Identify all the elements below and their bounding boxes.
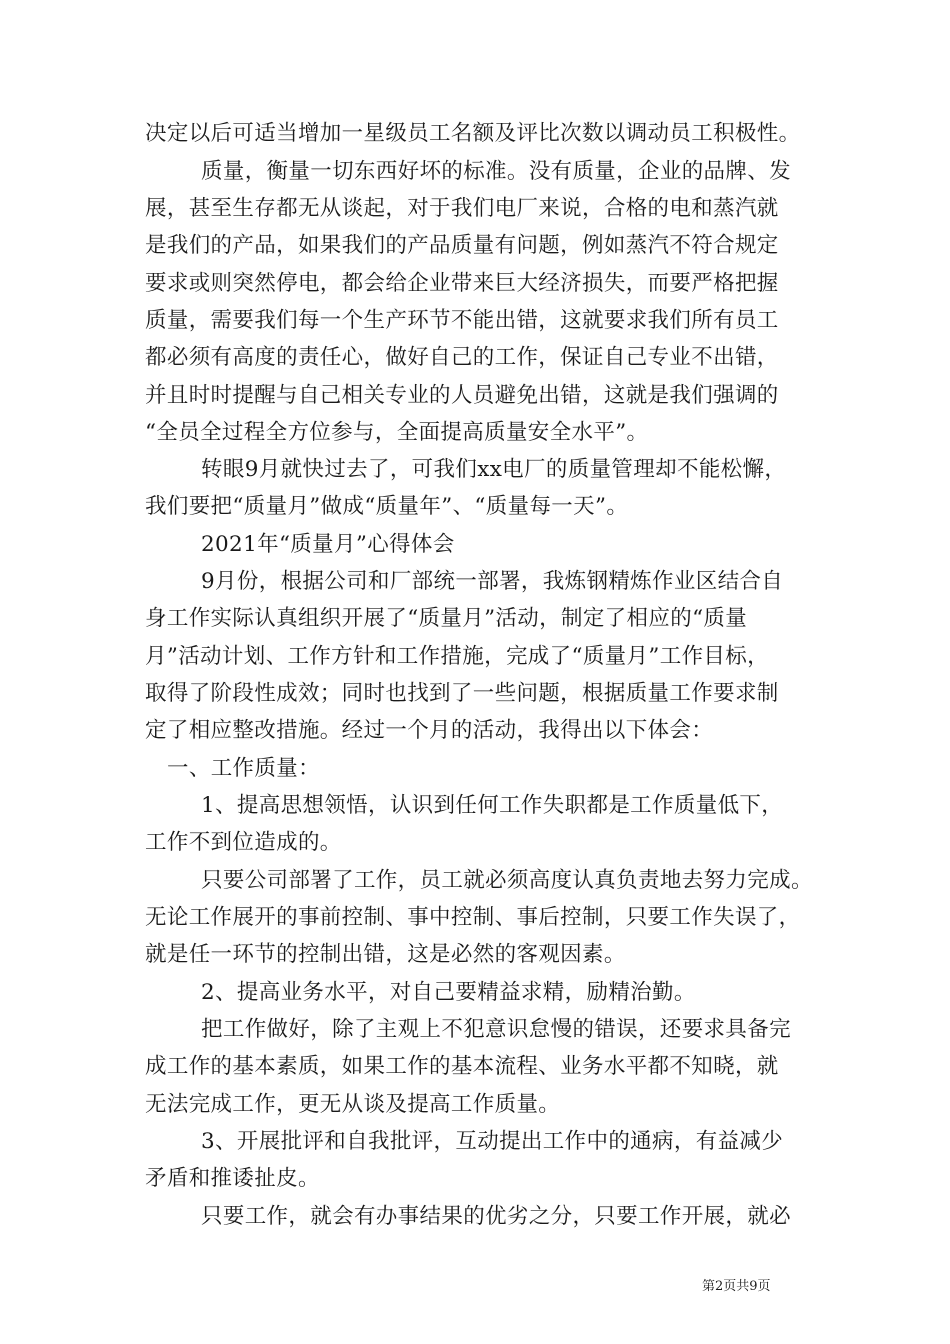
text-line: 取得了阶段性成效；同时也找到了一些问题，根据质量工作要求制	[145, 681, 779, 706]
text-line: 工作不到位造成的。	[145, 830, 342, 855]
text-line: 2、提高业务水平，对自己要精益求精，励精治勤。	[201, 980, 696, 1005]
text-line: 无法完成工作，更无从谈及提高工作质量。	[145, 1092, 561, 1117]
text-line: 9月份，根据公司和厂部统一部署，我炼钢精炼作业区结合自	[201, 569, 784, 594]
section-heading: 一、工作质量：	[167, 756, 320, 781]
text-line: 质量，衡量一切东西好坏的标准。没有质量，企业的品牌、发	[201, 159, 791, 184]
text-line: 定了相应整改措施。经过一个月的活动，我得出以下体会：	[145, 718, 714, 743]
text-line: 3、开展批评和自我批评，互动提出工作中的通病，有益减少	[201, 1129, 784, 1154]
text-line: 展，甚至生存都无从谈起，对于我们电厂来说，合格的电和蒸汽就	[145, 196, 779, 221]
text-line: 把工作做好，除了主观上不犯意识怠慢的错误，还要求具备完	[201, 1017, 791, 1042]
text-line: 月”活动计划、工作方针和工作措施，完成了“质量月”工作目标，	[145, 644, 769, 669]
text-line: 都必须有高度的责任心，做好自己的工作，保证自己专业不出错，	[145, 345, 779, 370]
text-line: 就是任一环节的控制出错，这是必然的客观因素。	[145, 942, 626, 967]
text-line: 质量，需要我们每一个生产环节不能出错，这就要求我们所有员工	[145, 308, 779, 333]
text-line: 成工作的基本素质，如果工作的基本流程、业务水平都不知晓，就	[145, 1054, 779, 1079]
section-title: 2021年“质量月”心得体会	[201, 532, 455, 557]
text-line: 决定以后可适当增加一星级员工名额及评比次数以调动员工积极性。	[145, 121, 801, 146]
text-line: 转眼9月就快过去了，可我们xx电厂的质量管理却不能松懈，	[201, 457, 787, 482]
text-line: 矛盾和推诿扯皮。	[145, 1166, 320, 1191]
text-line: 要求或则突然停电，都会给企业带来巨大经济损失，而要严格把握	[145, 271, 779, 296]
text-line: 只要公司部署了工作，员工就必须高度认真负责地去努力完成。	[201, 868, 813, 893]
text-line: 是我们的产品，如果我们的产品质量有问题，例如蒸汽不符合规定	[145, 233, 779, 258]
text-line: 1、提高思想领悟，认识到任何工作失职都是工作质量低下，	[201, 793, 784, 818]
text-line: 并且时时提醒与自己相关专业的人员避免出错，这就是我们强调的	[145, 383, 779, 408]
text-line: “全员全过程全方位参与，全面提高质量安全水平”。	[145, 420, 649, 445]
text-line: 只要工作，就会有办事结果的优劣之分，只要工作开展，就必	[201, 1204, 791, 1229]
page-number: 第2页共9页	[702, 1279, 771, 1294]
text-line: 身工作实际认真组织开展了“质量月”活动，制定了相应的“质量	[145, 606, 748, 631]
text-line: 我们要把“质量月”做成“质量年”、“质量每一天”。	[145, 494, 629, 519]
text-line: 无论工作展开的事前控制、事中控制、事后控制，只要工作失误了，	[145, 905, 801, 930]
